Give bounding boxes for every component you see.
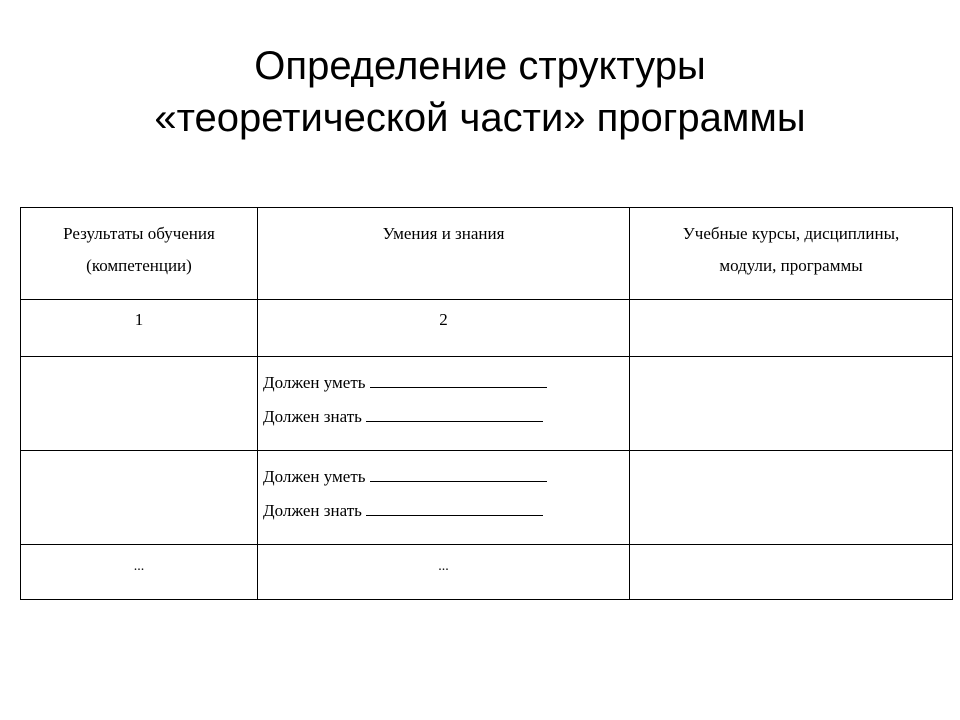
column-number-cell: 2	[258, 300, 630, 357]
ellipsis-cell: ...	[258, 545, 630, 600]
header-results-line-1: Результаты обучения	[63, 224, 215, 243]
column-number-cell	[630, 300, 953, 357]
column-number-row	[21, 300, 953, 357]
results-cell	[21, 451, 258, 545]
header-courses-line-2: модули, программы	[719, 256, 863, 275]
courses-cell	[630, 451, 953, 545]
fill-in-blank	[370, 461, 547, 482]
fill-in-blank	[370, 367, 547, 388]
skills-cell	[258, 357, 630, 451]
courses-cell	[630, 357, 953, 451]
page-title	[0, 40, 960, 144]
table-header-row	[21, 208, 953, 300]
results-cell	[21, 357, 258, 451]
header-results-line-2: (компетенции)	[86, 256, 192, 275]
knowledge-requirement: Должен знать	[263, 494, 629, 528]
header-courses-line-1: Учебные курсы, дисциплины,	[682, 224, 900, 243]
skills-cell	[258, 451, 630, 545]
ellipsis-cell: ...	[21, 545, 258, 600]
title-line-2: «теоретической части» программы	[154, 96, 806, 140]
fill-in-blank	[366, 495, 543, 516]
column-number-cell: 1	[21, 300, 258, 357]
ellipsis-cell	[630, 545, 953, 600]
header-cell-courses	[630, 208, 953, 300]
table-row	[21, 451, 953, 545]
skill-requirement: Должен уметь	[263, 366, 629, 400]
header-cell-skills	[258, 208, 630, 300]
ellipsis-row	[21, 545, 953, 600]
skill-requirement: Должен уметь	[263, 460, 629, 494]
header-skills-line-1: Умения и знания	[382, 224, 505, 243]
structure-table	[20, 207, 953, 600]
fill-in-blank	[366, 401, 543, 422]
title-line-1: Определение структуры	[254, 44, 706, 88]
table-row	[21, 357, 953, 451]
header-cell-results	[21, 208, 258, 300]
knowledge-requirement: Должен знать	[263, 400, 629, 434]
